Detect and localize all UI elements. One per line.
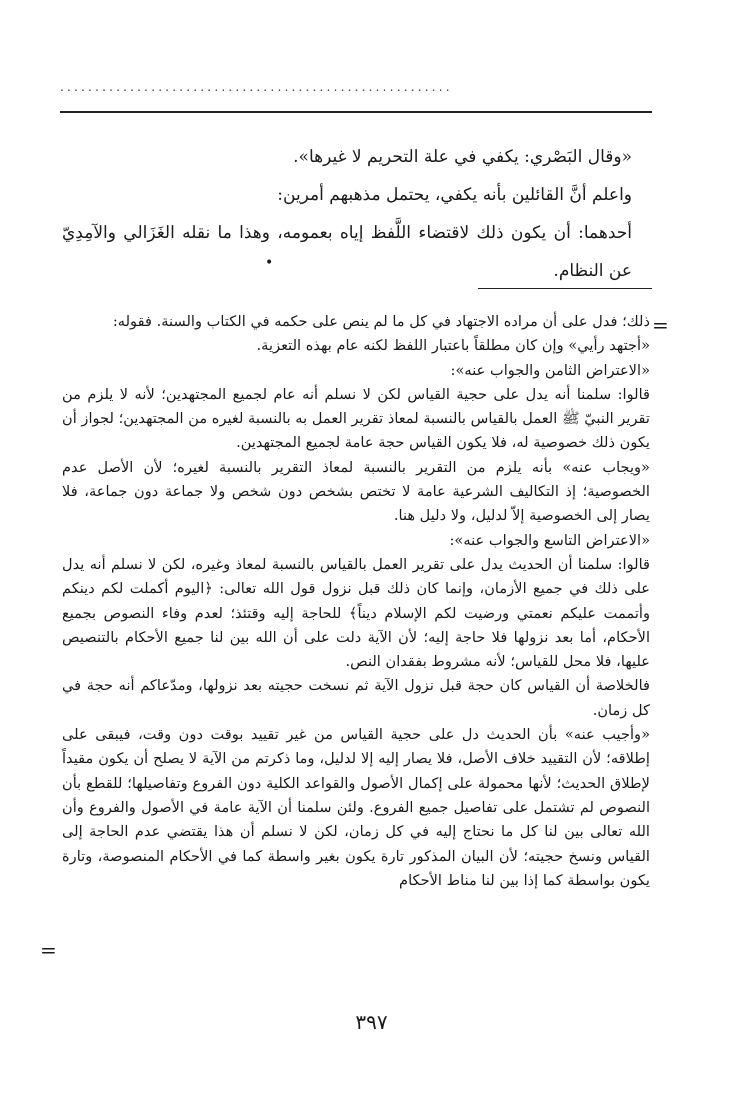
footnote-paragraph: فالخلاصة أن القياس كان حجة قبل نزول الآية ثم نسخت حجيته بعد نزولها، ومدّعاكم أنه حجة في كل زمان. [62, 677, 650, 719]
main-paragraph: «وقال البَصْري: يكفي في علة التحريم لا غيرها». [293, 147, 632, 167]
continuation-mark-bottom: = [40, 938, 57, 962]
footnote-heading: «الاعتراض الثامن والجواب عنه»: [450, 361, 650, 379]
footnote-paragraph: قالوا: سلمنا أنه يدل على حجية القياس لكن لا نسلم أنه عام لجميع المجتهدين؛ لأنه لا يلزم من تقرير النبيّ ﷺ العمل بالقياس بالنسبة لمعاذ تقرير العمل به بالنسبة لغيره من المجتهدين؛ لجواز أن يكون ذلك خصوصية له، فلا يكون القياس حجة عامة لجميع المجتهدين. [62, 385, 650, 452]
footnote-line: ذلك؛ فدل على أن مراده الاجتهاد في كل ما لم ينص على حكمه في الكتاب والسنة. فقوله: [112, 313, 650, 330]
footnote-separator [478, 288, 652, 289]
continuation-mark-top: = [652, 313, 669, 337]
footnotes [62, 310, 650, 893]
ink-dot: • [265, 255, 274, 271]
main-paragraph: أحدهما: أن يكون ذلك لاقتضاء اللَّفظ إياه بعمومه، وهذا ما نقله الغَزَالي والآمِدِيّ عن النظام. [62, 223, 632, 281]
main-text [62, 138, 650, 290]
main-paragraph: واعلم أنَّ القائلين بأنه يكفي، يحتمل مذهبهم أمرين: [277, 185, 632, 205]
footnote-paragraph: قالوا: سلمنا أن الحديث يدل على تقرير العمل بالقياس بالنسبة لمعاذ وغيره، لكن لا نسلم أنه يدل على ذلك في جميع الأزمان، وإنما كان ذلك قبل نزول قول الله تعالى: ﴿اليوم أكملت لكم دينكم وأتممت عليكم نعمتي ورضيت لكم الإسلام ديناً﴾ للحاجة إليه وقتئذ؛ لعدم وفاء النصوص بجميع الأحكام، أما بعد نزولها فلا حاجة إليه؛ لأن الآية دلت على أن الله بين لنا جميع الأحكام بالتنصيص عليها، فلا محل للقياس؛ لأنه مشروط بفقدان النص. [62, 555, 650, 671]
header-rule [60, 111, 652, 113]
footnote-paragraph: «وأجيب عنه» بأن الحديث دل على حجية القياس من غير تقييد بوقت دون وقت، فيبقى على إطلاقه؛ لأن التقييد خلاف الأصل، فلا يصار إليه إلا لدليل، وما ذكرتم من الآية لا يصلح أن يكون مقيداً لإطلاق الحديث؛ لأنها محمولة على إكمال الأصول والقواعد الكلية دون الفروع وتفاصيلها؛ للقطع بأن النصوص لم تشتمل على تفاصيل جميع الفروع. ولئن سلمنا أن الآية عامة في الأصول والفروع وأن الله تعالى بين لنا كل ما نحتاج إليه في كل زمان، لكن لا نسلم أن هذا يقتضي عدم الحاجة إلى القياس ونسخ حجيته؛ لأن البيان المذكور تارة يكون بغير واسطة كما في الأحكام المنصوصة، وتارة يكون بواسطة كما إذا بين لنا مناط الأحكام [62, 726, 650, 889]
footnote-line: «أجتهد رأيي» وإن كان مطلقاً باعتبار اللفظ لكنه عام بهذه التعزية. [256, 337, 650, 355]
page-number: ٣٩٧ [355, 1010, 388, 1034]
header-dotted-line: ........................................................ [60, 80, 453, 94]
footnote-heading: «الاعتراض التاسع والجواب عنه»: [449, 531, 650, 549]
footnote-paragraph: «ويجاب عنه» بأنه يلزم من التقرير بالنسبة لمعاذ التقرير بالنسبة لغيره؛ لأن الأصل عدم الخصوصية؛ إذ التكاليف الشرعية عامة لا تختص بشخص دون شخص ولا جماعة دون جماعة، فلا يصار إلى الخصوصية إلاّ لدليل، ولا دليل هنا. [62, 458, 650, 525]
